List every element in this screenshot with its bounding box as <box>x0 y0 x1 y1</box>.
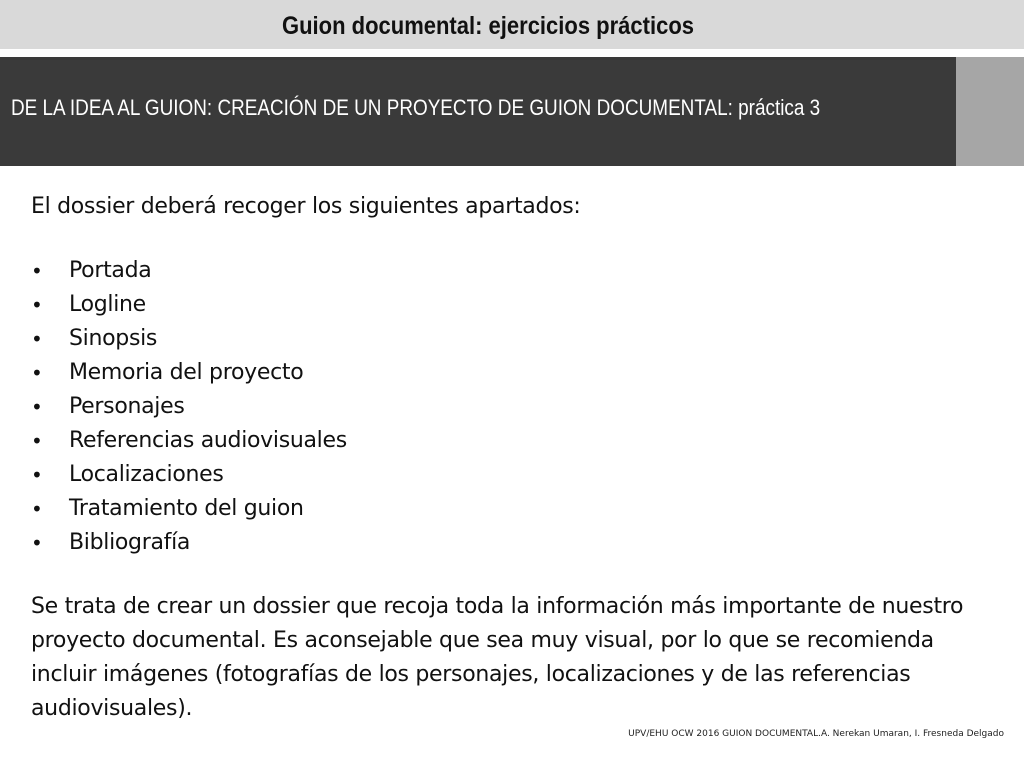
list-item <box>31 424 991 458</box>
list-item <box>31 254 991 288</box>
intro-text: El dossier deberá recoger los siguientes apartados: <box>31 194 581 219</box>
list-item <box>31 322 991 356</box>
list-item-label: Localizaciones <box>69 462 224 487</box>
bullet-icon: • <box>31 327 43 351</box>
bullet-icon: • <box>31 259 43 283</box>
list-item-label: Memoria del proyecto <box>69 360 304 385</box>
bullet-icon: • <box>31 361 43 385</box>
bullet-icon: • <box>31 463 43 487</box>
list-item-label: Tratamiento del guion <box>69 496 304 521</box>
list-item <box>31 356 991 390</box>
bullet-icon: • <box>31 293 43 317</box>
bullet-icon: • <box>31 429 43 453</box>
list-item-label: Sinopsis <box>69 326 158 351</box>
list-item-label: Portada <box>69 258 152 283</box>
list-item <box>31 288 991 322</box>
list-item <box>31 526 991 560</box>
list-item-label: Logline <box>69 292 146 317</box>
sections-list <box>31 254 991 560</box>
slide-title: Guion documental: ejercicios prácticos <box>281 12 695 40</box>
bullet-icon: • <box>31 395 43 419</box>
list-item-label: Personajes <box>69 394 185 419</box>
footer-credits: UPV/EHU OCW 2016 GUION DOCUMENTAL.A. Nerekan Umaran, I. Fresneda Delgado <box>628 729 1004 739</box>
bullet-icon: • <box>31 531 43 555</box>
list-item <box>31 390 991 424</box>
bullet-icon: • <box>31 497 43 521</box>
list-item-label: Referencias audiovisuales <box>69 428 347 453</box>
description-paragraph: Se trata de crear un dossier que recoja toda la información más importante de nuestro proyecto documental. Es aconsejable que sea muy visual, por lo que se recomienda incluir imágenes (fotografías de los personajes, localizaciones y de las referencias audiovisuales). <box>31 594 964 721</box>
list-item-label: Bibliografía <box>69 530 191 555</box>
accent-block <box>956 57 1024 166</box>
list-item <box>31 492 991 526</box>
slide-subtitle: DE LA IDEA AL GUION: CREACIÓN DE UN PROYECTO DE GUION DOCUMENTAL: práctica 3 <box>11 95 821 120</box>
list-item <box>31 458 991 492</box>
slide-body <box>31 190 991 726</box>
